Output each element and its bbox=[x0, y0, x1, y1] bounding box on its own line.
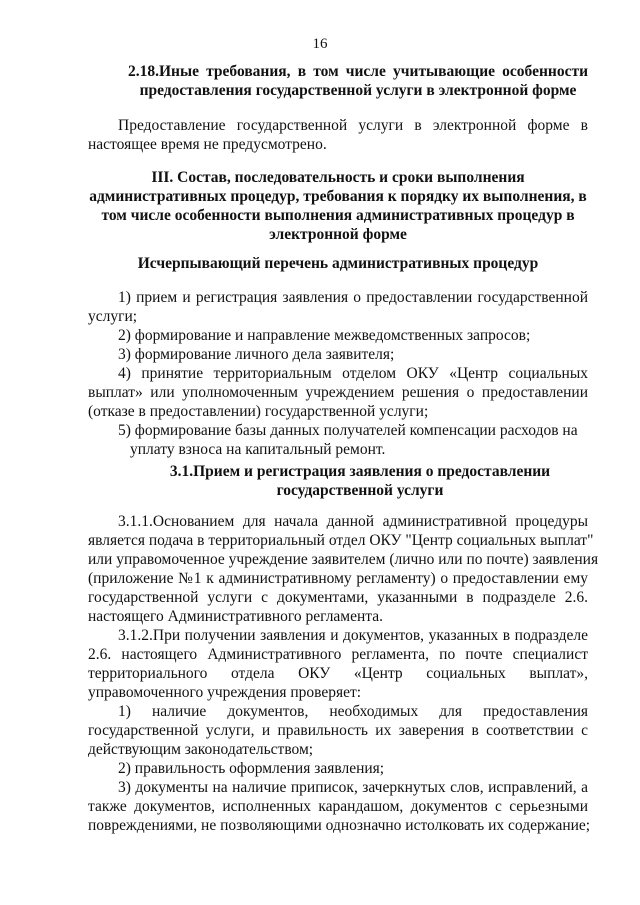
section-2-18-title bbox=[128, 62, 588, 100]
text-line: государственной услуги с документами, указанными в подразделе 2.6. bbox=[88, 589, 588, 606]
list-item: уплату взноса на капитальный ремонт. bbox=[130, 441, 386, 458]
text-line: (приложение №1 к административному регламенту) о предоставлении ему bbox=[88, 570, 588, 587]
text-line: управомоченного учреждения проверяет: bbox=[88, 684, 362, 701]
text-line: 3.1.2.При получении заявления и документов, указанных в подразделе bbox=[118, 627, 588, 644]
list-item: 1) наличие документов, необходимых для предоставления bbox=[118, 703, 588, 720]
text-line: территориального отдела ОКУ «Центр социальных выплат», bbox=[88, 665, 588, 682]
section-3-1-title bbox=[130, 462, 590, 500]
paragraph-3-1-1 bbox=[88, 512, 599, 626]
heading-line: 2.18.Иные требования, в том числе учитывающие особенности bbox=[128, 63, 588, 80]
procedures-list-title: Исчерпывающий перечень административных процедур bbox=[137, 255, 539, 272]
list-item: действующим законодательством; bbox=[88, 741, 314, 758]
text-line: или управомоченное учреждение заявителем (лично или по почте) заявления bbox=[88, 551, 599, 568]
list-item: государственной услуги, и правильность их заверения в соответствии с bbox=[88, 722, 588, 739]
list-item: 1) прием и регистрация заявления о предоставлении государственной bbox=[118, 289, 588, 306]
heading-line: том числе особенности выполнения административных процедур в bbox=[101, 207, 575, 224]
heading-line: административных процедур, требования к порядку их выполнения, в bbox=[89, 188, 587, 205]
heading-line: электронной форме bbox=[269, 226, 407, 243]
list-item: 3) документы на наличие приписок, зачеркнутых слов, исправлений, а bbox=[118, 779, 588, 796]
list-item: услуги; bbox=[88, 308, 138, 325]
list-item: 2) формирование и направление межведомственных запросов; bbox=[118, 327, 531, 344]
text-line: настоящего Административного регламента. bbox=[88, 608, 384, 625]
text-line: является подача в территориальный отдел ОКУ "Центр социальных выплат" bbox=[88, 532, 594, 549]
list-item: 2) правильность оформления заявления; bbox=[118, 760, 385, 777]
procedures-list bbox=[88, 288, 588, 459]
text-line: Предоставление государственной услуги в электронной форме в bbox=[118, 117, 588, 134]
text-line: настоящее время не предусмотрено. bbox=[88, 136, 327, 153]
heading-line: предоставления государственной услуги в электронной форме bbox=[139, 82, 577, 99]
list-item: 3) формирование личного дела заявителя; bbox=[118, 346, 395, 363]
list-item: 5) формирование базы данных получателей компенсации расходов на bbox=[118, 422, 578, 439]
paragraph-3-1-2 bbox=[88, 626, 591, 835]
page-number: 16 bbox=[312, 36, 328, 52]
list-item: выплат» или уполномоченным учреждением решения о предоставлении bbox=[88, 384, 588, 401]
list-item: также документов, исполненных карандашом, документов с серьезными bbox=[88, 798, 588, 815]
list-item: 4) принятие территориальным отделом ОКУ «Центр социальных bbox=[118, 365, 588, 382]
section-3-title bbox=[88, 168, 588, 244]
heading-line: 3.1.Прием и регистрация заявления о предоставлении bbox=[169, 463, 551, 480]
heading-line: государственной услуги bbox=[276, 482, 444, 499]
section-2-18-paragraph bbox=[88, 116, 588, 154]
text-line: 3.1.1.Основанием для начала данной административной процедуры bbox=[118, 513, 588, 530]
list-item: повреждениями, не позволяющими однозначно истолковать их содержание; bbox=[88, 817, 591, 834]
list-item: (отказе в предоставлении) государственной услуги; bbox=[88, 403, 429, 420]
text-line: 2.6. настоящего Административного регламента, по почте специалист bbox=[88, 646, 588, 663]
heading-line: III. Состав, последовательность и сроки выполнения bbox=[151, 169, 525, 186]
